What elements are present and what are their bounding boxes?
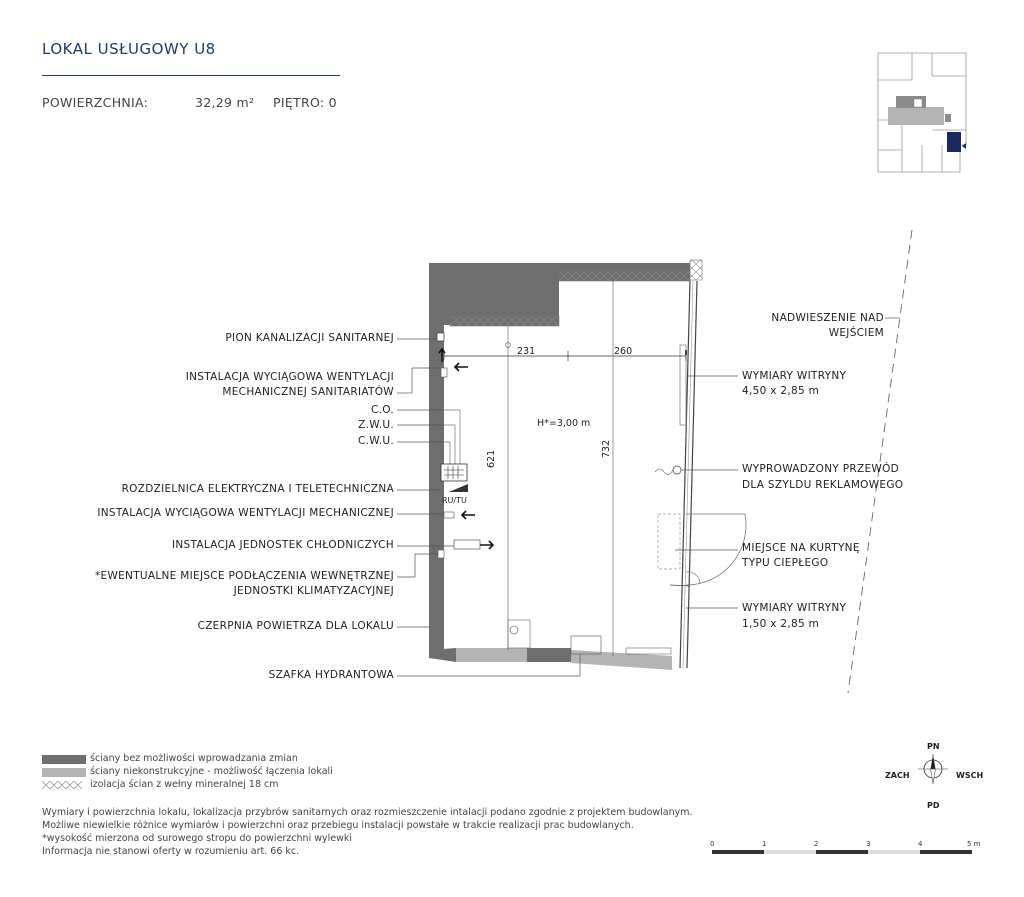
note-4: Informacja nie stanowi oferty w rozumieniu art. 66 kc. <box>42 846 300 857</box>
nonstructural-wall <box>571 650 672 670</box>
label-electrical-panel: ROZDZIELNICA ELEKTRYCZNA I TELETECHNICZNA <box>121 483 394 495</box>
label-sign-cable-2: DLA SZYLDU REKLAMOWEGO <box>742 479 904 491</box>
insulation <box>690 260 702 280</box>
scale-bar <box>700 836 990 862</box>
floor-label: PIĘTRO: 0 <box>273 95 337 110</box>
compass-e: WSCH <box>956 771 984 780</box>
scale-tick-4: 4 <box>918 840 923 848</box>
label-sewage-riser: PION KANALIZACJI SANITARNEJ <box>225 332 394 344</box>
page-title: LOKAL USŁUGOWY U8 <box>42 40 216 58</box>
compass <box>880 738 990 810</box>
label-zwu: Z.W.U. <box>358 419 394 431</box>
label-storefront-2-title: WYMIARY WITRYNY <box>742 602 847 614</box>
label-cooling-units: INSTALACJA JEDNOSTEK CHŁODNICZYCH <box>171 539 394 551</box>
note-1: Wymiary i powierzchnia lokalu, lokalizacja przybrów sanitarnych oraz rozmieszczenie intalacji podano zgodnie z projektem budowlanym. <box>42 807 693 818</box>
label-sanitary-ventilation-1: INSTALACJA WYCIĄGOWA WENTYLACJI <box>185 371 394 383</box>
label-storefront-2-size: 1,50 x 2,85 m <box>742 618 820 630</box>
scale-tick-0: 0 <box>710 840 715 848</box>
area-label: POWIERZCHNIA: <box>42 95 149 110</box>
insulation <box>450 316 559 326</box>
label-curtain-2: TYPU CIEPŁEGO <box>742 557 829 569</box>
compass-w: ZACH <box>885 771 910 780</box>
dim-width-left: 231 <box>517 346 536 357</box>
label-storefront-1-title: WYMIARY WITRYNY <box>742 370 847 382</box>
label-overhang-2: WEJŚCIEM <box>828 327 884 339</box>
structural-wall-segment <box>527 648 571 662</box>
compass-s: PD <box>927 801 940 810</box>
legend-swatch-fixed <box>42 755 86 764</box>
rutu-label: RU/TU <box>442 496 467 505</box>
label-hydrant-cabinet: SZAFKA HYDRANTOWA <box>268 669 394 681</box>
overhang-line <box>848 230 912 693</box>
compass-north-arrow-icon <box>931 755 936 769</box>
dim-depth-1: 621 <box>486 449 497 468</box>
nonstructural-wall <box>456 648 527 662</box>
dim-depth-2: 732 <box>601 439 612 458</box>
curtain-zone <box>658 514 680 569</box>
sign-cable <box>673 466 681 474</box>
scale-tick-5: 5 m <box>967 840 981 848</box>
label-overhang-1: NADWIESZENIE NAD <box>771 312 884 324</box>
cooling-unit <box>454 540 480 549</box>
label-storefront-1-size: 4,50 x 2,85 m <box>742 385 820 397</box>
label-sanitary-ventilation-2: MECHANICZNEJ SANITARIATÓW <box>222 386 394 398</box>
label-ac-connection-2: JEDNOSTKI KLIMATYZACYJNEJ <box>233 585 394 597</box>
electrical-panel <box>441 464 467 481</box>
label-ac-connection-1: *EWENTUALNE MIEJSCE PODŁĄCZENIA WEWNĘTRZNEJ <box>94 570 394 582</box>
sewage-riser <box>437 333 444 341</box>
legend-insulation: izolacja ścian z wełny mineralnej 18 cm <box>90 779 279 790</box>
insulation <box>559 271 690 281</box>
scale-tick-2: 2 <box>814 840 819 848</box>
area-value: 32,29 m² <box>195 95 255 110</box>
label-sign-cable-1: WYPROWADZONY PRZEWÓD <box>742 463 900 475</box>
note-3: *wysokość mierzona od surowego stropu do powierzchni wylewki <box>42 833 353 844</box>
legend-fixed-walls: ściany bez możliwości wprowadzania zmian <box>90 753 298 764</box>
legend-swatch-nonstructural <box>42 768 86 777</box>
scale-tick-3: 3 <box>866 840 871 848</box>
dim-width-right: 260 <box>614 346 633 357</box>
legend-swatch-insulation <box>42 781 86 790</box>
scale-tick-1: 1 <box>762 840 767 848</box>
fire-extinguisher-symbol <box>508 620 530 648</box>
label-air-intake: CZERPNIA POWIETRZA DLA LOKALU <box>197 620 394 632</box>
label-mech-ventilation: INSTALACJA WYCIĄGOWA WENTYLACJI MECHANICZNEJ <box>97 507 394 519</box>
label-co: C.O. <box>370 404 394 416</box>
label-cwu: C.W.U. <box>357 435 394 447</box>
legend-nonstructural-walls: ściany niekonstrukcyjne - możliwość łączenia lokali <box>90 766 333 777</box>
note-2: Możliwe niewielkie różnice wymiarów i powierzchni oraz przebiegu instalacji powstałe w trakcie realizacji prac budowlanych. <box>42 820 634 831</box>
label-curtain-1: MIEJSCE NA KURTYNĘ <box>742 542 860 554</box>
height-note: H*=3,00 m <box>537 418 591 429</box>
compass-n: PN <box>927 742 940 751</box>
